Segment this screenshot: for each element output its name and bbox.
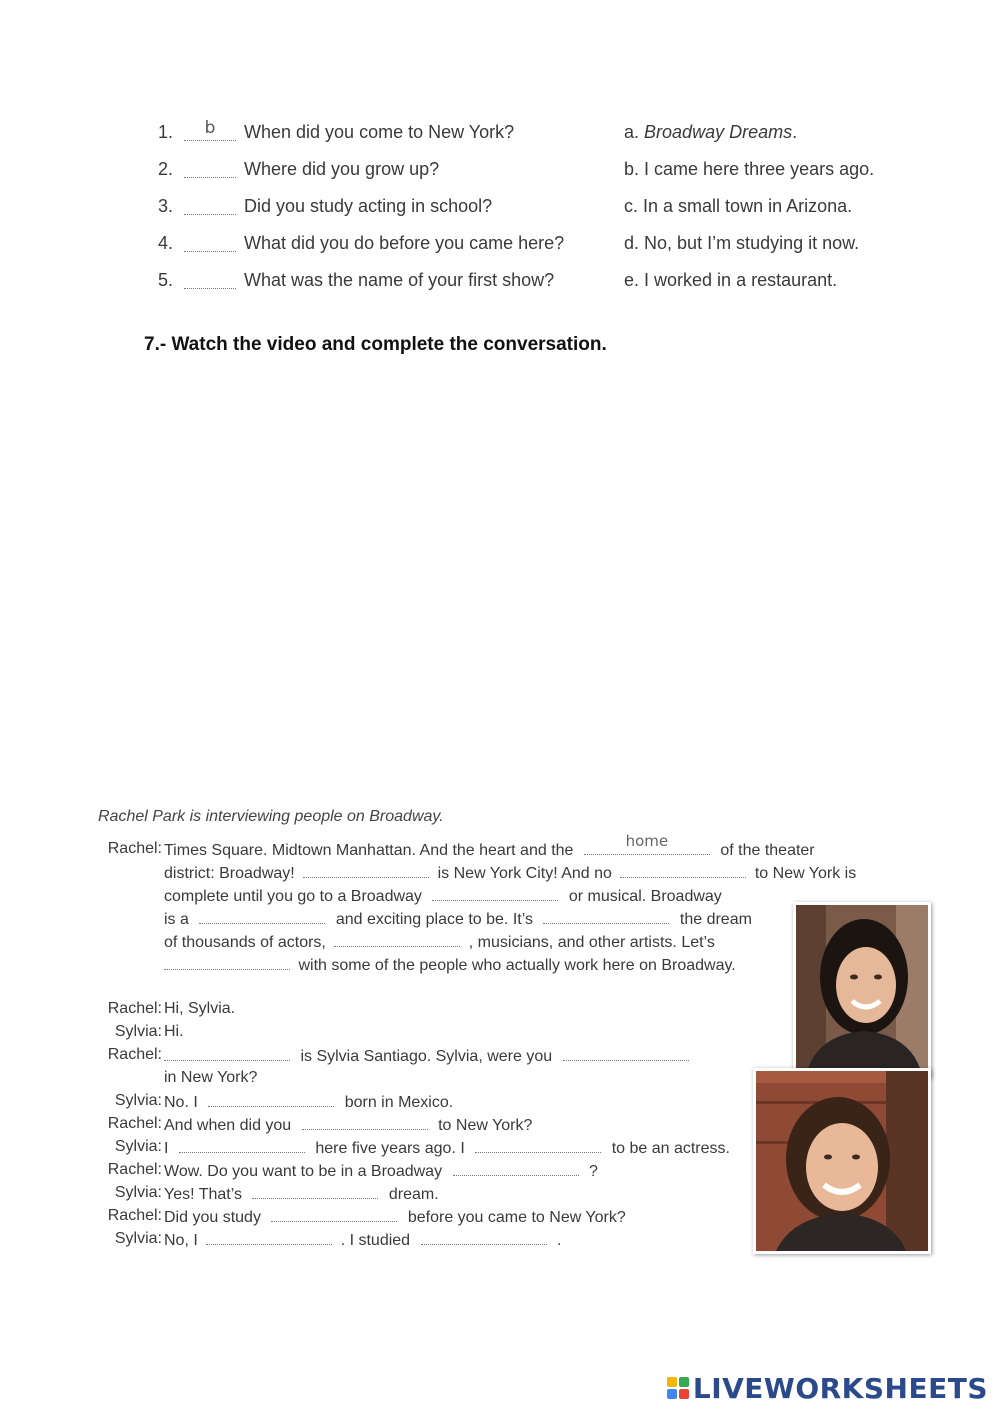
text: or musical. Broadway (568, 888, 722, 905)
blank-1[interactable] (584, 832, 710, 855)
speaker-label: Sylvia: (114, 1138, 162, 1155)
option-label: In a small town in Arizona. (643, 196, 853, 216)
text: complete until you go to a Broadway (164, 888, 422, 905)
answer-text: b (204, 118, 216, 138)
text: Wow. Do you want to be in a Broadway (164, 1163, 443, 1180)
text: is Sylvia Santiago. Sylvia, were you (300, 1048, 553, 1065)
matching-row (158, 192, 918, 229)
option-letter: c. (624, 196, 639, 216)
text: with some of the people who actually work here on Broadway. (298, 957, 736, 974)
answer-blank[interactable] (184, 196, 236, 215)
blank-17[interactable] (271, 1207, 397, 1222)
option-label: Broadway Dreams (644, 122, 793, 142)
instruction-heading: 7.- Watch the video and complete the conversation. (144, 334, 607, 355)
question-text: Did you study acting in school? (244, 196, 493, 216)
question-text: When did you come to New York? (244, 122, 515, 142)
text: to be an actress. (611, 1140, 730, 1157)
conversation-intro: Rachel Park is interviewing people on Broadway. (98, 808, 444, 825)
text: , musicians, and other artists. Let’s (468, 934, 715, 951)
conversation (98, 806, 928, 1256)
item-number: 5. (158, 270, 174, 290)
item-number: 1. (158, 122, 174, 142)
logo-square (679, 1377, 689, 1387)
speaker-label: Sylvia: (114, 1092, 162, 1109)
option-text (624, 122, 797, 143)
blank-3[interactable] (620, 863, 746, 878)
option-suffix: . (792, 122, 798, 142)
rachel-photo (793, 902, 931, 1078)
text: . (556, 1232, 562, 1249)
text: is New York City! And no (437, 865, 612, 882)
text: ? (588, 1163, 598, 1180)
text: in New York? (164, 1069, 258, 1086)
text: the dream (679, 911, 752, 928)
text: Did you study (164, 1209, 261, 1226)
text: . I studied (340, 1232, 411, 1249)
blank-7[interactable] (334, 932, 460, 947)
speaker-label: Sylvia: (114, 1230, 162, 1247)
text: And when did you (164, 1117, 292, 1134)
sylvia-portrait (756, 1071, 928, 1251)
text: before you came to New York? (407, 1209, 626, 1226)
logo-mark-icon (667, 1377, 689, 1399)
answer-blank[interactable] (184, 233, 236, 252)
blank-12[interactable] (302, 1115, 428, 1130)
blank-15[interactable] (453, 1161, 579, 1176)
text: here five years ago. I (315, 1140, 465, 1157)
logo-square (667, 1377, 677, 1387)
text: to New York is (754, 865, 857, 882)
item-number: 4. (158, 233, 174, 253)
option-label: I came here three years ago. (644, 159, 875, 179)
speaker-label: Rachel: (107, 1115, 162, 1132)
speaker-label: Sylvia: (114, 1023, 162, 1040)
option-letter: d. (624, 233, 640, 253)
text: Hi, Sylvia. (164, 1000, 236, 1017)
blank-4[interactable] (432, 886, 558, 901)
question-text: Where did you grow up? (244, 159, 440, 179)
text: No, I (164, 1232, 198, 1249)
answer-blank[interactable] (184, 118, 236, 141)
option-text (624, 196, 852, 217)
option-text (624, 159, 874, 180)
matching-exercise (158, 118, 918, 303)
blank-14[interactable] (475, 1138, 601, 1153)
option-text (624, 233, 859, 254)
blank-16[interactable] (252, 1184, 378, 1199)
text: born in Mexico. (344, 1094, 454, 1111)
liveworksheets-logo (667, 1372, 988, 1404)
matching-row (158, 155, 918, 192)
option-label: No, but I’m studying it now. (644, 233, 860, 253)
matching-row (158, 229, 918, 266)
option-letter: e. (624, 270, 640, 290)
text: dream. (388, 1186, 439, 1203)
option-letter: b. (624, 159, 640, 179)
blank-9[interactable] (164, 1046, 290, 1061)
text: is a (164, 911, 189, 928)
blank-2[interactable] (303, 863, 429, 878)
option-label: I worked in a restaurant. (644, 270, 838, 290)
rachel-portrait (796, 905, 928, 1075)
speaker-label: Rachel: (107, 840, 162, 857)
text: and exciting place to be. It’s (335, 911, 533, 928)
text: I (164, 1140, 169, 1157)
speaker-label: Rachel: (107, 1207, 162, 1224)
blank-19[interactable] (421, 1230, 547, 1245)
blank-answer: home (625, 832, 669, 850)
speaker-label: Rachel: (107, 1046, 162, 1063)
speaker-label: Rachel: (107, 1161, 162, 1178)
logo-square (679, 1389, 689, 1399)
text: Times Square. Midtown Manhattan. And the heart and the (164, 842, 574, 859)
blank-13[interactable] (179, 1138, 305, 1153)
text: Yes! That’s (164, 1186, 242, 1203)
speaker-label: Rachel: (107, 1000, 162, 1017)
answer-blank[interactable] (184, 159, 236, 178)
answer-blank[interactable] (184, 270, 236, 289)
matching-row (158, 266, 918, 303)
blank-6[interactable] (543, 909, 669, 924)
blank-5[interactable] (199, 909, 325, 924)
blank-8[interactable] (164, 955, 290, 970)
text: No. I (164, 1094, 198, 1111)
blank-18[interactable] (206, 1230, 332, 1245)
blank-10[interactable] (563, 1046, 689, 1061)
text: district: Broadway! (164, 865, 295, 882)
blank-11[interactable] (208, 1092, 334, 1107)
option-text (624, 270, 837, 291)
question-text: What was the name of your first show? (244, 270, 555, 290)
matching-row (158, 118, 918, 155)
speaker-label: Sylvia: (114, 1184, 162, 1201)
sylvia-photo (753, 1068, 931, 1254)
item-number: 2. (158, 159, 174, 179)
text: Hi. (164, 1023, 184, 1040)
option-letter: a. (624, 122, 640, 142)
question-text: What did you do before you came here? (244, 233, 565, 253)
text: to New York? (438, 1117, 533, 1134)
logo-text: LIVEWORKSHEETS (692, 1371, 988, 1405)
logo-square (667, 1389, 677, 1399)
text: of thousands of actors, (164, 934, 326, 951)
item-number: 3. (158, 196, 174, 216)
text: of the theater (720, 842, 815, 859)
